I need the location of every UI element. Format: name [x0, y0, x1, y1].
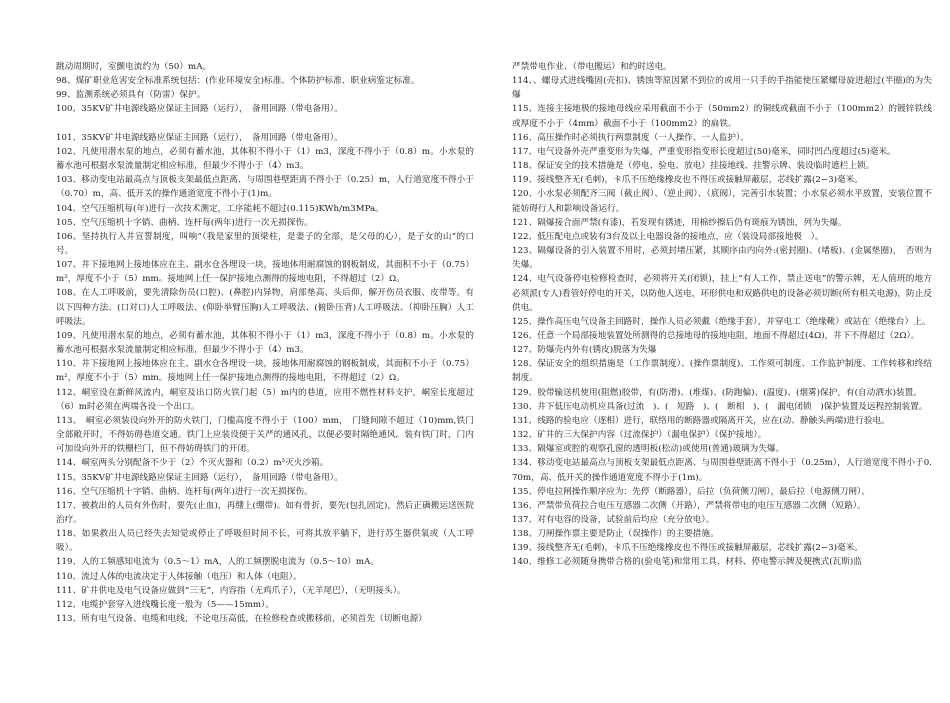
- question-item: 98、煤矿职业危害安全标准系统包括：(作业环境安全)标准、个体防护标准、职业病鉴定标准。: [56, 76, 420, 87]
- question-item: 跳动周期时，室颤电流约为（50）mA。: [56, 62, 212, 72]
- question-item: 110、井下接地网上接地体应在主、副水仓各埋设一块，接地体用耐腐蚀的钢板制成，其面积不小于（0.75）m²，厚度不小于（5）mm。接地网上任一保护接地点测得的接地电阻，不得超过（2）Ω。: [56, 359, 474, 384]
- question-item: 105、空气压缩机十字销、曲柄、连杆每(两年)进行一次无损探伤。: [56, 217, 313, 228]
- question-item: 100、35KV矿井电源线路应保证主回路（运行）， 备用回路（带电备用）。: [56, 104, 343, 115]
- question-item: 128、保证安全的组织措施是（工作票制度）、(操作票制度)、工作须可制度、工作监护制度、工作转移和终结制度。: [512, 359, 932, 384]
- question-item: 135、停电拉闸操作顺序应为：先停（断路器），后拉（负荷侧刀闸），最后拉（电源侧刀闸）。: [512, 486, 871, 497]
- question-item: 118、保证安全的技术措施是（停电、验电、放电）挂接地线、挂警示牌、装设临时遮栏上锁。: [512, 161, 875, 172]
- question-item: 114、峒室两头分别配备不少于（2）个灭火器和（0.2）m³灭火沙箱。: [56, 458, 329, 469]
- question-item: 130、井下低压电动机应具备(过流 )、( 短路 )、( 断相 )、( 漏电闭锁 )保护装置及远程控制装置。: [512, 401, 928, 412]
- question-item: 101、35KV矿井电源线路应保证主回路（运行）， 备用回路（带电备用）。: [56, 132, 343, 143]
- question-item: 104、空气压缩机每(年)进行一次技术测定，工序能耗不超过(0.115)KWh/m3MPa。: [56, 203, 384, 214]
- question-item: 106、坚持执行入井宣誓制度，叫响“（我是家里的顶梁柱，是妻子的全部，是父母的心），是子女的山”的口号。: [56, 231, 474, 257]
- question-item: 103、移动变电站最高点与顶板支架最低点距离、与周围巷壁距离不得小于（0.25）m，人行道宽度不得小于（0.70）m，高、低开关的操作通道宽度不得小于(1)m。: [56, 175, 474, 200]
- left-column: [56, 60, 474, 626]
- question-item: 111、矿井供电及电气设备应做到“三无”，内容指（无鸡爪子），（无羊尾巴），（无明接头）。: [56, 585, 406, 596]
- question-item: 126、任意一个局部接地装置处所测得的总接地母的接地电阻，地面不得超过(4Ω)，井下不得超过（2Ω）。: [512, 330, 920, 341]
- question-item: 102、凡使用潜水泵的地点，必须有蓄水池，其体积不得小于（1）m3，深度不得小于（0.8）m。小水泵的蓄水池可根据水泵流量制定相应标准，但最少不得小于（4）m3。: [56, 146, 474, 172]
- question-item: 113、 峒室必须装设向外开的防火铁门，门槛高度不得小于（100）mm， 门缝间隙不超过（10)mm,铁门全部敞开时，不得妨碍巷道交通。铁门上应装设便于关严的通风孔，以便必要时隔绝通风。装有铁门时，门内可加设向外开的铁栅栏门，但不得妨碍铁门的开闭。: [56, 415, 474, 455]
- question-item: 119、接线整齐无(毛刺)，卡爪不压绝缘橡皮也不得压或接触屏蔽层，芯线扩露(2~3)毫米。: [512, 175, 863, 186]
- question-item: 136、严禁带负荷拉合电压互感器二次侧（开路），严禁将带电的电压互感器二次侧（短路）。: [512, 500, 866, 511]
- question-item: 112、峒室设在新鲜风流内，峒室及出口防火铁门起（5）m内的巷道，应用不燃性材料支护，峒室长度超过（6）m时必须在两端各设一个出口。: [56, 387, 474, 412]
- question-item: 112、电缆护套穿入进线嘴长度一般为（5——15mm）。: [56, 599, 275, 610]
- question-item: 131、线路的验电应（逐相）进行，联络用的断路器或隔离开关，应在(动、静触头两端)进行验电。: [512, 415, 890, 426]
- question-item: 117、电气设备外壳严重变形为失爆，严重变形指变形长度超过(50)毫米，同时凹凸度超过(5)毫米。: [512, 146, 896, 157]
- question-item: 108、在人工呼吸前，要先清除伤员(口腔)、(鼻腔)内异物，肩部垫高、头后仰，解开伤员衣服、皮带等。有以下四种方法、(口对口)人工呼吸法、(仰卧举臂压胸)人工呼吸法、(俯卧压背)人工呼吸法、（抑卧压胸）人工呼吸法。: [56, 288, 474, 327]
- question-item: 137、对有电容的设备，试验前后均应（充分放电）。: [512, 515, 715, 525]
- question-item: 127、防爆壳内外有(锈皮)脱落为失爆: [512, 345, 657, 356]
- question-item: 109、凡使用潜水泵的地点，必须有蓄水池，其体积不得小于（1）m3，深度不得小于（0.8）m。小水泵的蓄水池可根据水泵流量制定相应标准，但最少不得小于（4）m3。: [56, 330, 474, 356]
- question-item: 139、接线整齐无(毛刺)，卡爪不压绝缘橡皮也不得压或接触屏蔽层，芯线扩露(2~3)毫米。: [512, 543, 863, 554]
- question-item: 115、连接主接地极的接地母线应采用截面不小于（50mm2）的铜线或截面不小于（100mm2）的镀锌铁线或厚度不小于（4mm）截面不小于（100mm2）的扁铁。: [512, 104, 932, 129]
- question-item: 124、电气设备停电检修检查时，必须将开关(闭锁)，挂上“有人工作，禁止送电”的警示牌，无人值班的地方必须派(专人)看管好停电的开关，以防他人送电，环形供电和双路供电的设备必须切断(所有相关电源)，防止反供电。: [512, 274, 932, 313]
- question-item: 133、隔爆室或腔的观察孔窗的透明板(松动)或使用(普通)玻璃为失爆。: [512, 444, 785, 455]
- question-item: 严禁带电作业、（带电搬运）和约时送电。: [512, 62, 672, 72]
- question-item: 107、井下接地网上接地体应在主、副水仓各埋设一块，接地体用耐腐蚀的钢板制成，其面积不小于（0.75）m²，厚度不小于（5）mm。接地网上任一保护接地点测得的接地电阻，不得超过（2）Ω。: [56, 260, 474, 285]
- question-item: 140、维修工必须随身携带合格的(验电笔)和常用工具、材料、停电警示牌及便携式(瓦斯)监: [512, 557, 862, 568]
- question-item: 116、高压操作时必须执行两票制度（一人操作、一人监护）。: [512, 132, 749, 143]
- question-item: 115、35KV矿井电源线路应保证主回路（运行）， 备用回路（带电备用）。: [56, 472, 343, 483]
- question-item: 120、小水泵必须配齐三阀（截止阀）、（逆止阀）、（底阀），完善引水装置；小水泵必须水平放置，安装位置不能妨碍行人和影响设备运行。: [512, 189, 932, 214]
- question-item: 138、刀闸操作票主要是防止（误操作）的主要措施。: [512, 529, 719, 540]
- right-column: [512, 60, 932, 570]
- question-item: 118、如果救出人员已经失去知觉或停止了呼吸但时间不长，可将其放平躺下，进行苏生器供氧或（人工呼吸）。: [56, 529, 474, 554]
- question-item: 125、操作高压电气设备主回路时，操作人员必须戴（绝缘手套），并穿电工（绝缘靴）或站在（绝缘台）上。: [512, 316, 931, 327]
- question-item: 122、低压配电点或装有3台及以上电器设备的接地点，应（装设局部接地极 ）。: [512, 231, 824, 242]
- question-item: 121、隔爆接合面严禁(有漆)，若发现有锈迹，用棉纱擦后仍有斑痕为锈蚀，列为失爆。: [512, 217, 847, 228]
- question-item: 134、移动变电站最高点与顶板支架最低点距离、与周围巷壁距离不得小于（0.25m），人行道宽度不得小于0.70m，高、低开关的操作通道宽度不得小于(1m)。: [512, 458, 932, 483]
- question-item: 99、监测系统必须具有（防雷）保护。: [56, 90, 206, 101]
- question-item: 132、矿井的三大保护内容（过流保护）（漏电保护）（保护接地）。: [512, 430, 767, 441]
- question-item: 119、人的工频感知电流为（0.5～1）mA，人的工频摆脱电流为（0.5～10）mA。: [56, 557, 380, 568]
- question-item: 110、流过人体的电流决定于人体接触（电压）和人体（电阻）。: [56, 571, 302, 582]
- question-item: 113、所有电气设备、电缆和电线，不论电压高低，在检修检查或搬移前，必须首先（切断电源）: [56, 614, 427, 625]
- question-item: 123、隔爆设备的引入装置不用时，必须封堵压紧，其顺序由内向外:(密封圈)、(堵板)、(金属垫圈)， 否则为失爆。: [512, 246, 932, 271]
- question-item: 114、、螺母式进线嘴固(壳扣)、锈蚀等原因紧不到位的或用一只手的手指能使压紧螺母旋进超过(半圈)的为失爆: [512, 76, 932, 101]
- question-item: 129、胶带输送机使用(阻燃)胶带，有(防滑)、(堆煤)、(防跑偏)、(温度)、(烟雾)保护，有(自动洒水)装置。: [512, 387, 922, 398]
- question-item: 116、空气压缩机十字销、曲柄、连杆每(两年)进行一次无损探伤。: [56, 486, 313, 497]
- question-item: 117、被救出的人员有外伤时，要先(止血)，再绷上(绷带)。如有骨折，要先(包扎固定)，然后正确搬运送医院治疗。: [56, 500, 474, 525]
